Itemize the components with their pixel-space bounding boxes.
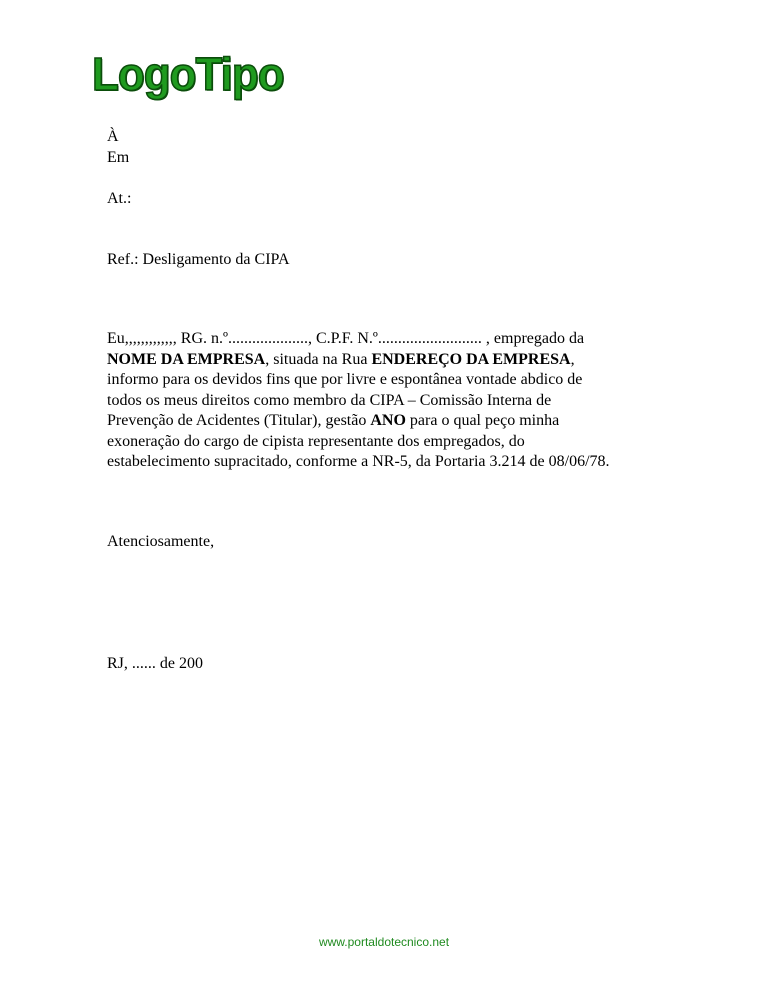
letter-body [107, 329, 677, 473]
body-line-4: todos os meus direitos como membro da CIPA – Comissão Interna de [107, 391, 552, 409]
management-year: ANO [370, 412, 406, 429]
body-line-3: informo para os devidos fins que por livre e espontânea vontade abdico de [107, 371, 583, 388]
reference-line: Ref.: Desligamento da CIPA [107, 251, 290, 268]
company-logo: LogoTipo [92, 49, 284, 101]
body-line-1: Eu,,,,,,,,,,,,, RG. n.º...................., C.P.F. N.º.......................... , empregado da [107, 330, 585, 347]
place-date-line: RJ, ...... de 200 [107, 655, 203, 672]
footer-url: www.portaldotecnico.net [318, 935, 450, 949]
location-line: Em [107, 149, 130, 166]
body-line-7: estabelecimento supracitado, conforme a NR-5, da Portaria 3.214 de 08/06/78. [107, 453, 610, 470]
body-line-6: exoneração do cargo de cipista representante dos empregados, do [107, 432, 525, 450]
closing-line: Atenciosamente, [107, 533, 215, 550]
company-address: ENDEREÇO DA EMPRESA [371, 350, 571, 368]
company-name: NOME DA EMPRESA [107, 350, 266, 368]
body-line-5: Prevenção de Acidentes (Titular), gestão ANO para o qual peço minha [107, 412, 560, 429]
recipient-line: À [107, 128, 119, 145]
body-line-2: NOME DA EMPRESA, situada na Rua ENDEREÇO DA EMPRESA, [107, 350, 575, 368]
attention-line: At.: [107, 190, 132, 207]
